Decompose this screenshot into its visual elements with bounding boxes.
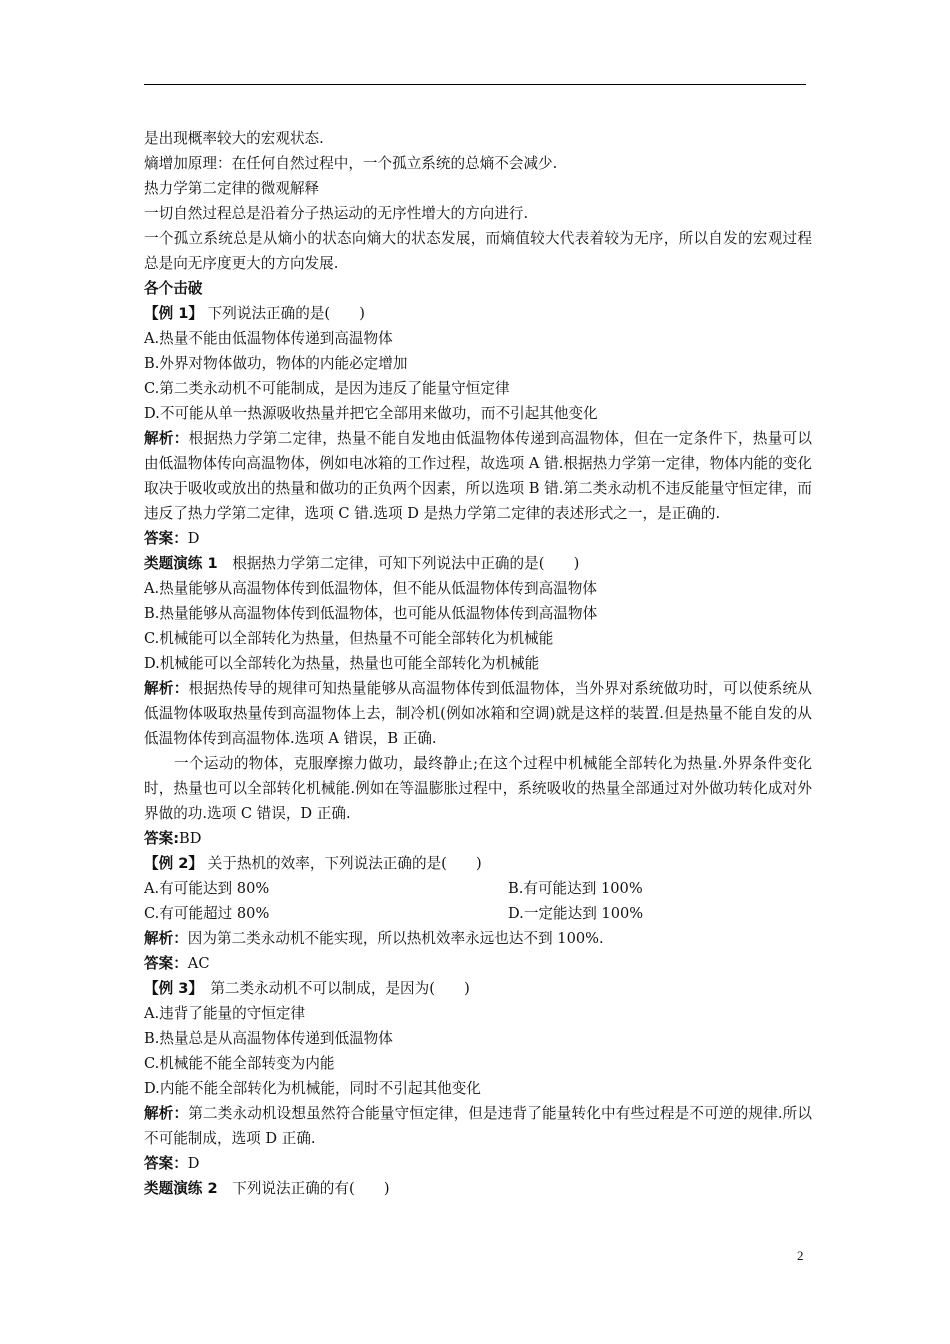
- example1-answer: [144, 526, 812, 551]
- example2-analysis-label: 解析：: [144, 930, 188, 947]
- example1-analysis: [144, 426, 812, 526]
- example2-options-row-1: [144, 876, 812, 901]
- intro-line-1: 是出现概率较大的宏观状态.: [144, 130, 324, 147]
- practice1-question: [144, 551, 812, 576]
- example2-question-text: 关于热机的效率，下列说法正确的是( ): [203, 855, 482, 872]
- document-body: [144, 126, 812, 1201]
- section-title: 各个击破: [144, 280, 203, 297]
- practice1-analysis-text: 根据热传导的规律可知热量能够从高温物体传到低温物体，当外界对系统做功时，可以使系统从低温物体吸取热量传到高温物体上去，制冷机(例如冰箱和空调)就是这样的装置.但是热量不能自发的从低温物体传到高温物体.选项 A 错误，B 正确.: [144, 680, 812, 747]
- example2-question: [144, 851, 812, 876]
- example1-option-c: C.第二类永动机不可能制成，是因为违反了能量守恒定律: [144, 380, 510, 397]
- example1-analysis-label: 解析：: [144, 430, 189, 447]
- practice1-answer: [144, 826, 812, 851]
- practice1-label: 类题演练 1: [144, 555, 218, 572]
- practice2-label: 类题演练 2: [144, 1180, 218, 1197]
- example2-option-a: A.有可能达到 80%: [144, 880, 270, 897]
- example3-answer-label: 答案：: [144, 1155, 188, 1172]
- intro-line-4: 一切自然过程总是沿着分子热运动的无序性增大的方向进行.: [144, 205, 529, 222]
- intro-paragraph: 一个孤立系统总是从熵小的状态向熵大的状态发展，而熵值较大代表着较为无序，所以自发的宏观过程总是向无序度更大的方向发展.: [144, 230, 812, 272]
- practice1-analysis-label: 解析：: [144, 680, 189, 697]
- practice1-option-b: B.热量能够从高温物体传到低温物体，也可能从低温物体传到高温物体: [144, 605, 598, 622]
- practice1-answer-value: BD: [179, 830, 202, 847]
- example3-option-b: B.热量总是从高温物体传递到低温物体: [144, 1030, 393, 1047]
- example3-analysis: [144, 1101, 812, 1151]
- example2-option-b: B.有可能达到 100%: [508, 880, 643, 897]
- practice2-question: [144, 1176, 812, 1201]
- example2-answer-label: 答案：: [144, 955, 188, 972]
- practice1-question-text: 根据热力学第二定律，可知下列说法中正确的是( ): [217, 555, 580, 572]
- example2-option-d: D.一定能达到 100%: [508, 905, 644, 922]
- intro-line-2: 熵增加原理：在任何自然过程中，一个孤立系统的总熵不会减少.: [144, 155, 558, 172]
- practice1-analysis: [144, 676, 812, 751]
- example3-answer-value: D: [187, 1155, 200, 1172]
- example3-question: [144, 976, 812, 1001]
- example1-answer-label: 答案：: [144, 530, 188, 547]
- example1-option-b: B.外界对物体做功，物体的内能必定增加: [144, 355, 408, 372]
- example1-question: [144, 301, 812, 326]
- example3-label: 【例 3】: [144, 980, 196, 997]
- example3-analysis-text: 第二类永动机设想虽然符合能量守恒定律，但是违背了能量转化中有些过程是不可逆的规律.所以不可能制成，选项 D 正确.: [144, 1105, 812, 1147]
- example1-analysis-text: 根据热力学第二定律，热量不能自发地由低温物体传递到高温物体，但在一定条件下，热量可以由低温物体传向高温物体，例如电冰箱的工作过程，故选项 A 错.根据热力学第一定律，物体内能的变化取决于吸收或放出的热量和做功的正负两个因素，所以选项 B 错.第二类永动机不违反能量守恒定律，而违反了热力学第二定律，选项 C 错.选项 D 是热力学第二定律的表述形式之一，是正确的.: [144, 430, 812, 522]
- example2-option-c: C.有可能超过 80%: [144, 905, 270, 922]
- practice1-analysis-continued: 一个运动的物体，克服摩擦力做功，最终静止;在这个过程中机械能全部转化为热量.外界条件变化时，热量也可以全部转化机械能.例如在等温膨胀过程中，系统吸收的热量全部通过对外做功转化成对外界做的功.选项 C 错误，D 正确.: [144, 755, 812, 822]
- header-rule: [144, 84, 806, 85]
- practice1-option-d: D.机械能可以全部转化为热量，热量也可能全部转化为机械能: [144, 655, 540, 672]
- example1-question-text: 下列说法正确的是( ): [203, 305, 365, 322]
- example2-label: 【例 2】: [144, 855, 204, 872]
- example2-answer-value: AC: [187, 955, 210, 972]
- practice1-answer-label: 答案:: [144, 830, 180, 847]
- example2-analysis-text: 因为第二类永动机不能实现，所以热机效率永远也达不到 100%.: [187, 930, 604, 947]
- example2-answer: [144, 951, 812, 976]
- example1-option-d: D.不可能从单一热源吸收热量并把它全部用来做功，而不引起其他变化: [144, 405, 598, 422]
- example1-answer-value: D: [187, 530, 200, 547]
- example1-label: 【例 1】: [144, 305, 204, 322]
- example2-options-row-2: [144, 901, 812, 926]
- intro-line-3: 热力学第二定律的微观解释: [144, 180, 320, 197]
- example3-option-a: A.违背了能量的守恒定律: [144, 1005, 306, 1022]
- example3-analysis-label: 解析：: [144, 1105, 189, 1122]
- practice1-option-c: C.机械能可以全部转化为热量，但热量不可能全部转化为机械能: [144, 630, 554, 647]
- example1-option-a: A.热量不能由低温物体传递到高温物体: [144, 330, 393, 347]
- example3-answer: [144, 1151, 812, 1176]
- page-number: 2: [797, 1248, 804, 1263]
- example3-option-d: D.内能不能全部转化为机械能，同时不引起其他变化: [144, 1080, 481, 1097]
- example3-question-text: 第二类永动机不可以制成，是因为( ): [195, 980, 470, 997]
- practice1-option-a: A.热量能够从高温物体传到低温物体，但不能从低温物体传到高温物体: [144, 580, 597, 597]
- example3-option-c: C.机械能不能全部转变为内能: [144, 1055, 335, 1072]
- example2-analysis: [144, 926, 812, 951]
- practice2-question-text: 下列说法正确的有( ): [217, 1180, 390, 1197]
